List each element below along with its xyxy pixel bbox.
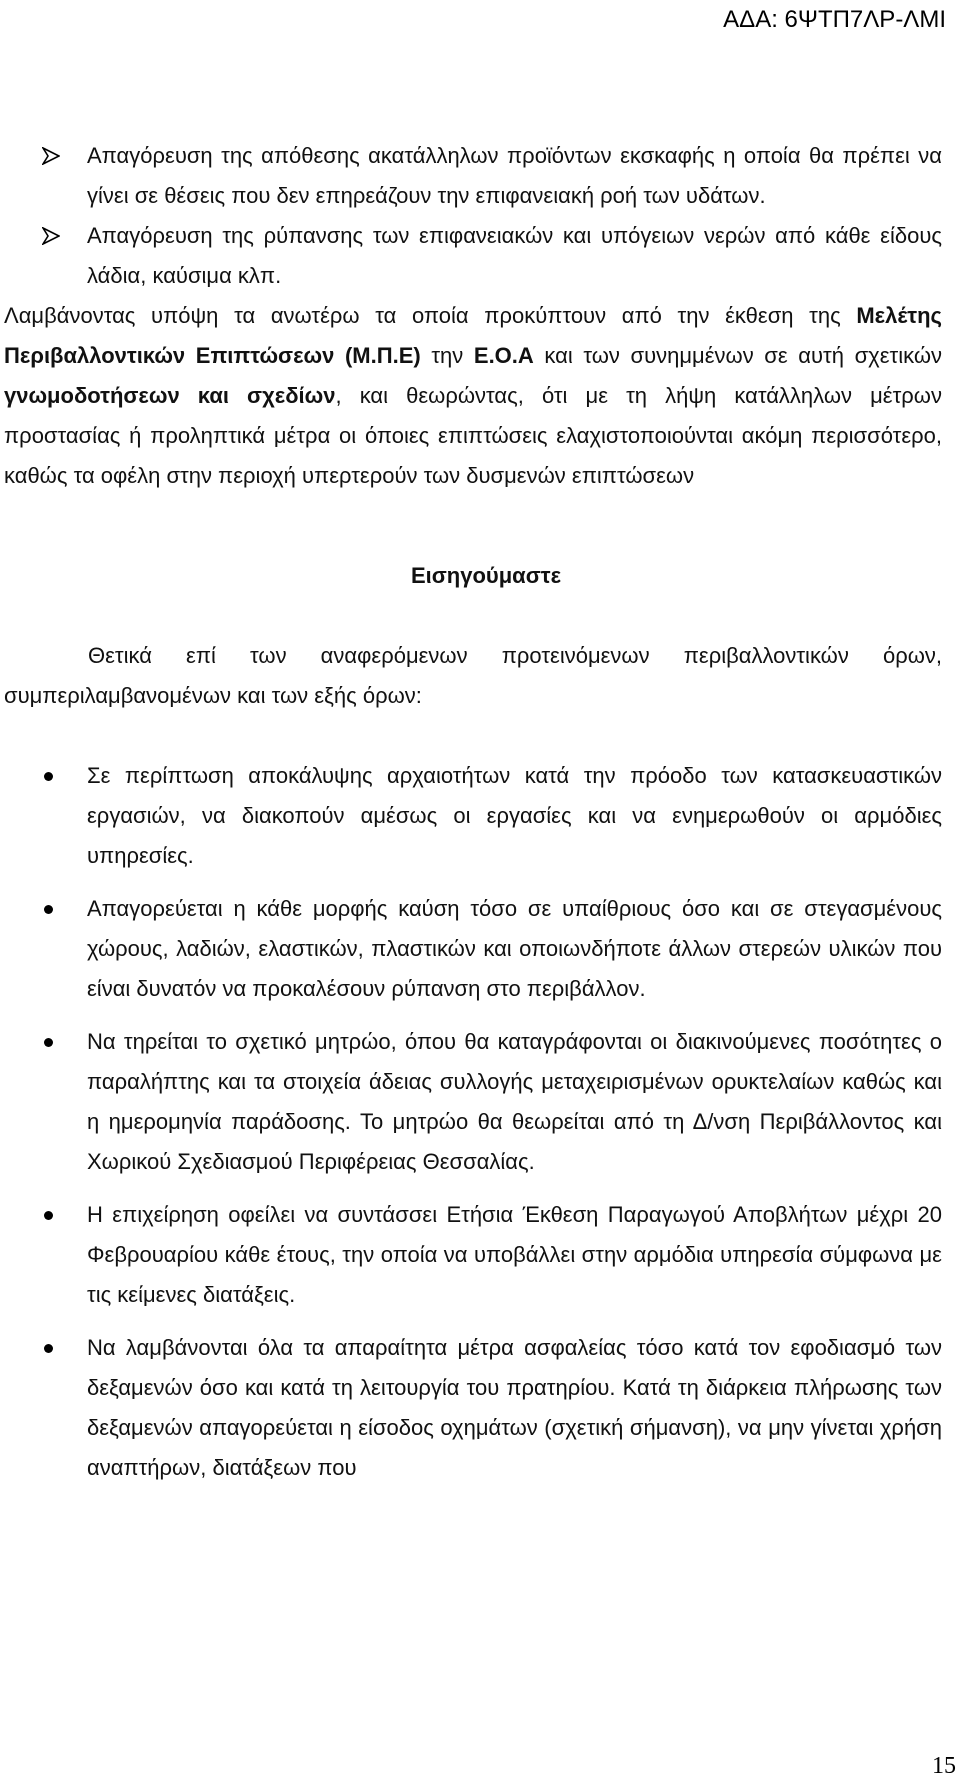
- bullet-icon: [44, 772, 53, 781]
- text-run: την: [420, 343, 474, 368]
- bullet-list-item: [0, 756, 942, 876]
- section-heading: Εισηγούμαστε: [410, 563, 562, 588]
- text-run: και των συνημμένων σε αυτή σχετικών: [533, 343, 943, 368]
- arrow-item-text: Απαγόρευση της απόθεσης ακατάλληλων προϊόντων εκσκαφής η οποία θα πρέπει να γίνει σε θέσεις που δεν επηρεάζουν την επιφανειακή ροή των υδάτων.: [87, 143, 942, 208]
- bullet-item-text: Να λαμβάνονται όλα τα απαραίτητα μέτρα ασφαλείας τόσο κατά τον εφοδιασμό των δεξαμενών όσο και κατά τη λειτουργία του πρατηρίου. Κατά τη διάρκεια πλήρωσης των δεξαμενών απαγορεύεται η είσοδος οχημάτων (σχετική σήμανση), να μην γίνεται χρήση αναπτήρων, διατάξεων που: [87, 1335, 942, 1480]
- arrow-list-item: [0, 136, 942, 216]
- bullet-icon: [44, 1211, 53, 1220]
- bold-text-run: Μελέτης Περιβαλλοντικών Επιπτώσεων (Μ.Π.Ε): [4, 303, 942, 368]
- arrow-bullet-icon: [42, 147, 60, 165]
- page-number: 15: [932, 1753, 956, 1779]
- document-ada-code: ΑΔΑ: 6ΨΤΠ7ΛΡ-ΛΜΙ: [723, 6, 946, 33]
- bullet-icon: [44, 905, 53, 914]
- bold-text-run: Ε.Ο.Α: [473, 343, 534, 368]
- arrow-list-item: [0, 216, 942, 296]
- arrow-bullet-icon: [42, 227, 60, 245]
- bullet-item-text: Σε περίπτωση αποκάλυψης αρχαιοτήτων κατά την πρόοδο των κατασκευαστικών εργασιών, να διακοπούν αμέσως οι εργασίες και να ενημερωθούν οι αρμόδιες υπηρεσίες.: [87, 763, 942, 868]
- bullet-icon: [44, 1038, 53, 1047]
- bullet-list-item: [0, 889, 942, 1009]
- bullet-list-item: [0, 1022, 942, 1182]
- bullet-list-item: [0, 1328, 942, 1488]
- document-body: [0, 136, 942, 1501]
- bullet-item-text: Η επιχείρηση οφείλει να συντάσσει Ετήσια Έκθεση Παραγωγού Αποβλήτων μέχρι 20 Φεβρουαρίου κάθε έτους, την οποία να υποβάλλει στην αρμόδια υπηρεσία σύμφωνα με τις κείμενες διατάξεις.: [87, 1202, 942, 1307]
- bullet-list-item: [0, 1195, 942, 1315]
- bullet-item-text: Να τηρείται το σχετικό μητρώο, όπου θα καταγράφονται οι διακινούμενες ποσότητες ο παραλήπτης και τα στοιχεία άδειας συλλογής μεταχειρισμένων ορυκτελαίων καθώς και η ημερομηνία παράδοσης. Το μητρώο θα θεωρείται από τη Δ/νση Περιβάλλοντος και Χωρικού Σχεδιασμού Περιφέρειας Θεσσαλίας.: [87, 1029, 942, 1174]
- bullet-icon: [44, 1344, 53, 1353]
- text-run: Λαμβάνοντας υπόψη τα ανωτέρω τα οποία προκύπτουν από την έκθεση της: [4, 303, 857, 328]
- bold-text-run: γνωμοδοτήσεων και σχεδίων: [4, 383, 336, 408]
- arrow-item-text: Απαγόρευση της ρύπανσης των επιφανειακών και υπόγειων νερών από κάθε είδους λάδια, καύσιμα κλπ.: [87, 223, 942, 288]
- assessment-paragraph: [4, 296, 942, 496]
- bullet-item-text: Απαγορεύεται η κάθε μορφής καύση τόσο σε υπαίθριους όσο και σε στεγασμένους χώρους, λαδιών, ελαστικών, πλαστικών και οποιωνδήποτε άλλων στερεών υλικών που είναι δυνατόν να προκαλέσουν ρύπανση στο περιβάλλον.: [87, 896, 942, 1001]
- text-run: , και θεωρώντας, ότι με τη λήψη κατάλληλων μέτρων προστασίας ή προληπτικά μέτρα οι όποιες επιπτώσεις ελαχιστοποιούνται ακόμη περισσότερο, καθώς τα οφέλη στην περιοχή υπερτερούν των δυσμενών επιπτώσεων: [4, 383, 942, 488]
- recommendation-paragraph: Θετικά επί των αναφερόμενων προτεινόμενων περιβαλλοντικών όρων, συμπεριλαμβανομένων και των εξής όρων:: [4, 643, 942, 708]
